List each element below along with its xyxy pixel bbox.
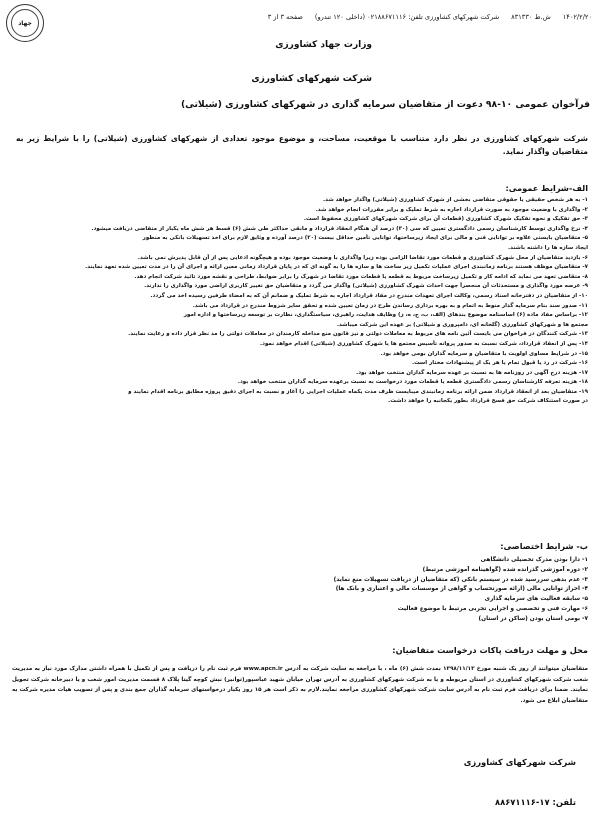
list-item: ۵- متقاضیان بایستی علاوه بر توانایی فنی و مالی برای ایجاد زیرساختها، توانایی تأمین حداقل بیست (۲۰) درصد آورده و وثایق لازم برای اخذ تسهیلات بانکی به منظور (142, 235, 588, 242)
footer-phone: تلفن: ۱۷-۸۸۶۷۱۱۱۶ (494, 797, 576, 807)
call-title: فرآخوان عمومی ۱۰-۹۸ دعوت از متقاضیان سرمایه گذاری در شهرکهای کشاورزی (شیلاتی) (180, 99, 590, 110)
list-item: ۱- به هر شخص حقیقی یا حقوقی متقاضی بخشی از شهرک کشاورزی (شیلاتی) واگذار خواهد شد. (323, 197, 588, 203)
header-company-contact: شرکت شهرکهای کشاورزی تلفن: ۰۲۱۸۸۶۷۱۱۱۶ (داخلی ۱۲۰ تندرو) (314, 13, 500, 21)
list-item: ۱۲- براساس مفاد ماده (۶) اساسنامه موضوع بندهای (الف، ب، ج، ه، ز) وظایف هدایت، راهبری، سیاستگذاری، نظارت بر توسعه زیرساختها و اداره امور (183, 312, 588, 319)
list-item: ۷- متقاضیان موظف هستند برنامه زمانبندی اجرای عملیات تکمیل زیر ساخت ها و سازه ها را به گونه ای که در پایان قرارداد زمانی معین ارائه و اجرای آن را در مدت تعیین شده تعهد نمایند. (85, 264, 588, 271)
ministry-logo (6, 4, 44, 42)
list-item: ۷- بومی استان بودن (ساکن در استان) (478, 615, 588, 622)
footer-company: شرکت شهرکهای کشاورزی (463, 757, 576, 767)
list-item: ۶- بازدید متقاضیان از محل شهرک کشاورزی و قطعات مورد تقاضا الزامی بوده زیرا واگذاری با وضعیت موجود بوده و هیچگونه ادعایی پس از آن قابل پذیرش نمی باشد. (137, 254, 588, 261)
list-item: مجتمع ها و شهرکهای کشاورزی (گلخانه ای، دامپروری و شیلاتی) بر عهده این شرکت میباشد. (336, 321, 588, 328)
list-item: ۹- عرصه مورد واگذاری و مستحدثات آن منحصراً جهت احداث شهرک کشاورزی (شیلاتی) واگذار می گردد و متقاضیان حق تغییر کاربری اراضی مورد واگذاری را ندارند. (144, 283, 588, 290)
list-item: ۲- دوره آموزشی گذرانده شده (گواهینامه آموزشی مرتبط) (422, 566, 588, 573)
list-item: ۳- عدم بدهی سررسید شده در سیستم بانکی (که متقاضیان از دریافت تسهیلات منع نماید) (333, 576, 588, 583)
header-page: صفحه ۳ از ۳ (267, 13, 303, 21)
application-paragraph: متقاضیان میتوانند از روز یک شنبه مورخ ۱۳۹۸/۱۱/۱۳ بمدت شش (۶) ماه ، با مراجعه به سایت شرکت به آدرس www.apcn.ir فرم ثبت نام را دریافت و پس از تکمیل با همراه داشتن مدارک مورد نیاز به مدیریت شعب شرکت شهرکهای کشاورزی در استان مربوطه و یا به شرکت شهرکهای کشاورزی به آدرس تهران خیابان شهید عباسپور(توانیر) نبش کوچه گیتا پلاک ۸ قسمت مدیریت امور شعب و یا دبیرخانه شرکت تحویل نمایند. ضمنا برای دریافت فرم ثبت نام به آدرس سایت شرکت شهرکهای کشاورزی مراجعه نمایند.لازم به ذکر است هر ۱۵ روز یکبار درخواستهای سرمایه گذاران جمع بندی و پس از تصویب هیات مدیره شرکت به متقاضیان ابلاغ می شود. (12, 666, 589, 704)
list-item: ۴- احراز توانایی مالی (ارائه صورتحساب و گواهی از موسسات مالی و اعتباری و بانک ها) (335, 586, 588, 593)
list-item: ۵- سابقه فعالیت های سرمایه گذاری (484, 596, 588, 603)
specific-conditions-heading: ب- شرایط اختصاصی: (500, 541, 588, 551)
header-date: ۱۴۰۲/۲/۲۰ (562, 13, 592, 21)
list-item: ۸- متقاضی تعهد می نماید که ادامه کار و تکمیل زیرساخت مربوط به قطعه یا قطعات مورد تقاضا در شهرک را برابر ضوابط، طراحی و نقشه مورد تائید شرکت انجام دهد. (134, 273, 588, 280)
list-item: ۱۸- هزینه تعرفه کارشناسان رسمی دادگستری قطعه یا قطعات مورد درخواست به نسبت برعهده سرمایه گذاران منتخب خواهد بود. (237, 379, 588, 386)
list-item: ۱۱- صدور سند بنام سرمایه گذار منوط به اتمام و به بهره برداری رساندن طرح در زمان تعیین شده و تحقق سایر شروط مندرج در قرارداد می باشد. (192, 302, 588, 309)
logo-text: جهاد (18, 19, 32, 27)
list-item: ایجاد سازه ها را داشته باشند. (508, 244, 588, 251)
application-heading: محل و مهلت دریافت پاکات درخواست متقاضیان: (392, 645, 588, 655)
list-item: ۶- مهارت فنی و تخصصی و اجرایی تجربی مرتبط با موضوع فعالیت (397, 605, 588, 612)
list-item: ۱۳- شرکت کنندگان در فراخوان می بایست آئین نامه های مربوط به معاملات دولتی و نیز قانون منع مداخله کارمندان در معاملات دولتی را مد نظر قرار داده و رعایت نمایند. (128, 331, 588, 338)
company-title: شرکت شهرکهای کشاورزی (251, 74, 372, 84)
list-item: ۱۴- پس از انعقاد قرارداد، شرکت نسبت به صدور پروانه تأسیس مجتمع ها یا شهرک کشاورزی (شیلاتی) اقدام خواهد نمود. (260, 340, 588, 347)
list-item: ۱۶- شرکت در رد یا قبول تمام یا هر یک از پیشنهادات مختار است. (411, 360, 588, 367)
list-item: ۱۵- در شرایط مساوی اولویت با متقاضیان و سرمایه گذاران بومی خواهد بود. (380, 350, 588, 357)
letter-header (52, 10, 592, 24)
ministry-title: وزارت جهاد کشاورزی (275, 40, 372, 50)
intro-paragraph: شرکت شهرکهای کشاورزی در نظر دارد متناسب با موقعیت، مساحت، و موضوع موجود تعدادی از شهرکهای کشاورزی (شیلاتی) را با شرایط زیر به متقاضیان واگذار نماید. (16, 134, 588, 156)
header-number: ش.ط ۸۳۱۳۳۰ (511, 13, 551, 21)
list-item: ۱۹- متقاضیان بعد از انعقاد قرارداد ضمن ارائه برنامه زمانبندی میبایست ظرف مدت یکماه عملیات اجرایی را آغاز و نسبت به اجرای دقیق پروژه مطابق برنامه اقدام نمایند و (128, 388, 588, 395)
list-item: ۴- نرخ واگذاری توسط کارشناسان رسمی دادگستری تعیین که سی (۳۰) درصد آن هنگام انعقاد قرارداد و مابقی حداکثر طی شش (۶) قسط هر شش ماه یکبار از متقاضی دریافت میشود. (91, 225, 588, 232)
general-conditions-heading: الف-شرایط عمومی: (505, 183, 588, 193)
list-item: ۱۰- از متقاضیان در دفترخانه اسناد رسمی، وکالت اجرای تعهدات مندرج در مفاد قرارداد اجاره به شرط تملیک و ضمانم آن که به امضاء طرفین رسیده اخذ می گردد. (150, 292, 588, 299)
general-conditions-list (8, 196, 588, 407)
logo-emblem (11, 9, 39, 37)
list-item: ۱۷- هزینه درج آگهی در روزنامه ها به نسبت بر عهده سرمایه گذاران منتخب خواهد بود. (356, 369, 588, 376)
list-item: در صورت استنکاف شرکت حق فسخ قرارداد بطور یکجانبه را خواهد داشت. (388, 398, 588, 405)
list-item: ۱- دارا بودن مدرک تحصیلی دانشگاهی (480, 557, 588, 563)
specific-conditions-list (8, 556, 588, 625)
list-item: ۳- حق تفکیک و نحوه تفکیک شهرک کشاورزی (قطعات آن برای شرکت شهرکهای کشاورزی محفوظ است. (303, 216, 588, 223)
list-item: ۲- واگذاری با وضعیت موجود به صورت قرارداد اجاره به شرط تملیک و برابر مقررات انجام خواهد شد. (315, 206, 588, 213)
